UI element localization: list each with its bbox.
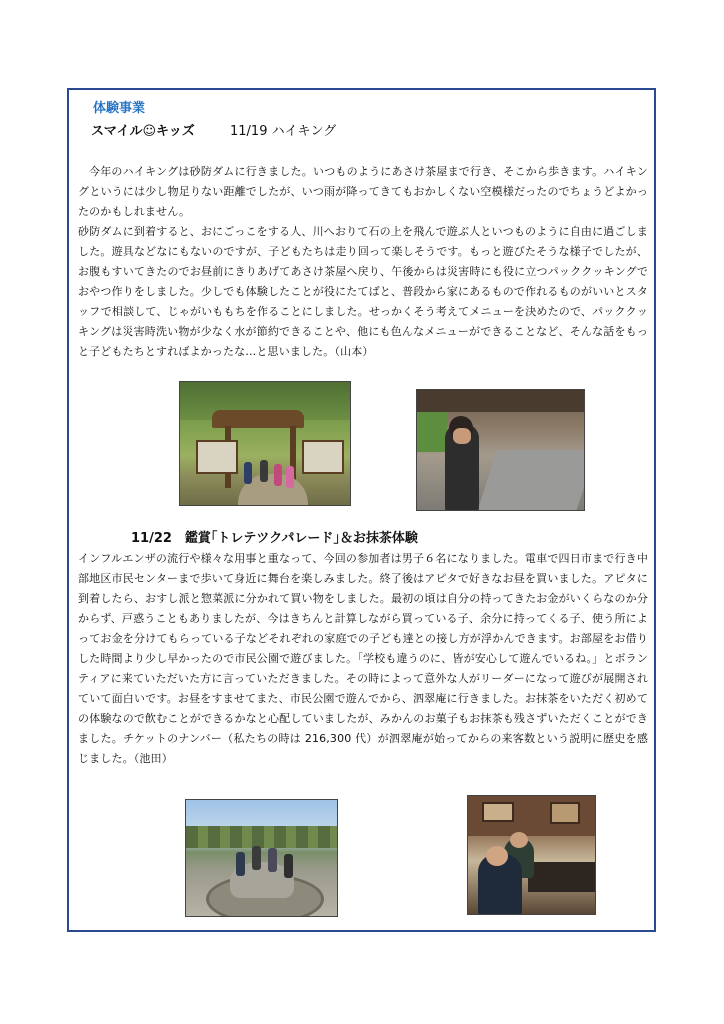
event2-title: 11/22 鑑賞｢トレテツクパレード｣＆お抹茶体験 bbox=[131, 531, 418, 546]
pack-cooking-photo bbox=[416, 389, 585, 511]
event1-paragraph-1: 今年のハイキングは砂防ダムに行きました。いつものようにあさけ茶屋まで行き、そこから歩きます。ハイキングというには少し物足りない距離でしたが、いつ雨が降ってきてもおかしくない空模様だったのでちょうどよかったのかもしれません。 bbox=[78, 165, 648, 218]
matcha-tea-room-photo bbox=[467, 795, 596, 915]
city-park-photo bbox=[185, 799, 338, 917]
program-title: スマイル☺キッズ bbox=[91, 124, 195, 139]
section-label: 体験事業 bbox=[93, 101, 146, 116]
event1-paragraph-2: 砂防ダムに到着すると、おにごっこをする人、川へおりて石の上を飛んで遊ぶ人といつものように自由に過ごしました。遊具などなにもないのですが、子どもたちは走り回って楽しそうです。もっと遊びたそうな様子でしたが、お腹もすいてきたのでお昼前にきりあげてあさけ茶屋へ戻り、午後からは災害時にも役に立つパッククッキングでおやつ作りをしました。少しでも体験したことが役にたてばと、普段から家にあるもので作れるものがいいとスタッフで相談して、じゃがいももちを作ることにしました。せっかくそう考えてメニューを決めたので、パッククッキングは災害時洗い物が少なく水が節約できることや、他にも色んなメニューができることなど、そんな話をもっと子どもたちとすればよかったな…と思いました。（山本） bbox=[78, 225, 648, 358]
hiking-trail-sign-photo bbox=[179, 381, 351, 506]
event1-title: 11/19 ハイキング bbox=[230, 124, 337, 139]
event2-paragraph: インフルエンザの流行や様々な用事と重なって、今回の参加者は男子６名になりました。電車で四日市まで行き中部地区市民センターまで歩いて身近に舞台を楽しみました。終了後はアピタで好きなお昼を買いました。アピタに到着したら、おすし派と惣菜派に分かれて買い物をしました。最初の頃は自分の持ってきたお金がいくらなのか分からず、戸惑うこともありましたが、今はきちんと計算しながら買っている子、余分に持ってくる子、使う所によってお金を分けてもらっている子などそれぞれの家庭での子ども達との接し方が浮かんできます。お部屋をお借りした時間より少し早かったので市民公園で遊びました。「学校も違うのに、皆が安心して遊んでいるね。」とボランティアに来ていただいた方に言っていただきました。その時によって意外な人がリーダーになって遊びが展開されていて面白いです。お昼をすませてまた、市民公園で遊んでから、泗翠庵に行きました。お抹茶をいただく初めての体験なので飲むことができるかなと心配していましたが、みかんのお菓子もお抹茶も残さずいただくことができました。チケットのナンバー（私たちの時は 216,300 代）が泗翠庵が始ってからの来客数という説明に歴史を感じました。（池田） bbox=[78, 552, 648, 765]
